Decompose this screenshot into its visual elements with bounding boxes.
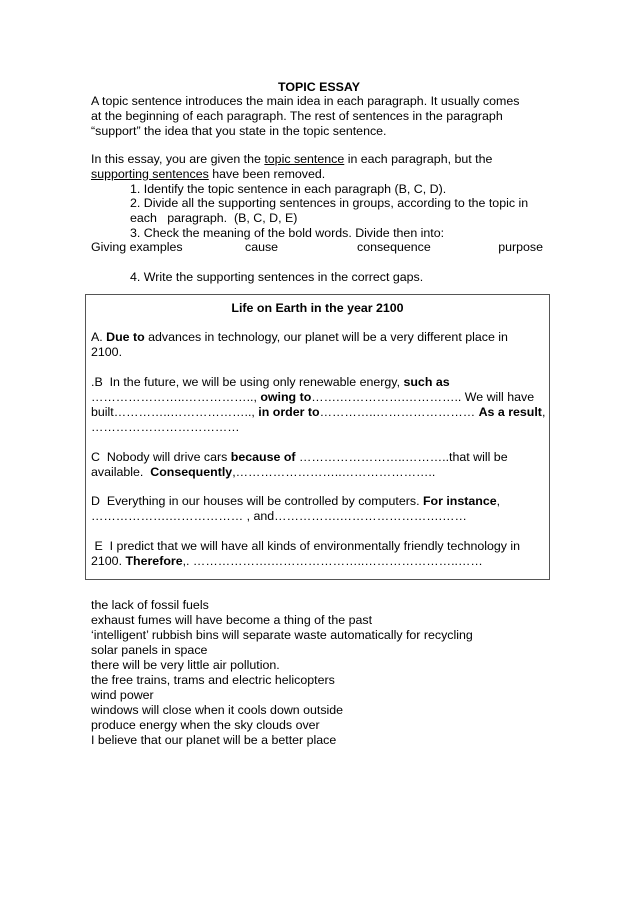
gap: …………..…………………… [319, 405, 479, 419]
bold-word-in-order-to: in order to [258, 405, 320, 419]
intro-line: at the beginning of each paragraph. The rest of sentences in the paragraph [91, 109, 503, 123]
paragraph-b-line [91, 390, 534, 405]
paragraph-e-line: E I predict that we will have all kinds of environmentally friendly technology in [91, 539, 521, 553]
paragraph-e-line [91, 554, 483, 569]
step-3: 3. Check the meaning of the bold words. Divide then into: [130, 226, 445, 240]
bold-word-such-as: such as [403, 375, 450, 389]
essay-text: 2100. [91, 554, 126, 568]
paragraph-c-line [91, 450, 508, 465]
bold-word-as-a-result: As a result [478, 405, 542, 419]
essay-text: , [541, 405, 546, 419]
sentence-item: exhaust fumes will have become a thing of the past [91, 613, 373, 627]
document-title: TOPIC ESSAY [278, 80, 360, 94]
bold-word-therefore: Therefore [125, 554, 183, 568]
sentence-item: produce energy when the sky clouds over [91, 718, 320, 732]
paragraph-b-gap: ……………………………… [91, 420, 240, 434]
intro-line: A topic sentence introduces the main idea in each paragraph. It usually comes [91, 94, 520, 108]
instruction-text: have been removed. [208, 167, 326, 181]
intro-line: “support” the idea that you state in the topic sentence. [91, 124, 387, 138]
instruction-text: in each paragraph, but the [344, 152, 493, 166]
gap: ,……………………..………………….. [232, 465, 436, 479]
sentence-item: the free trains, trams and electric helicopters [91, 673, 335, 687]
bold-word-consequently: Consequently [150, 465, 233, 479]
bold-word-due-to: Due to [106, 330, 145, 344]
essay-text: .B In the future, we will be using only renewable energy, [91, 375, 404, 389]
step-2-continued: each paragraph. (B, C, D, E) [130, 211, 298, 225]
instruction-line [91, 152, 492, 167]
essay-text: C Nobody will drive cars [91, 450, 231, 464]
gap: ……………………..………..that will be [295, 450, 508, 464]
paragraph-d-line [91, 494, 500, 509]
topic-sentence-term: topic sentence [264, 152, 345, 166]
paragraph-b-line [91, 405, 545, 420]
supporting-sentences-term: supporting sentences [91, 167, 209, 181]
gap: …………………..…………….., [91, 390, 261, 404]
sentence-item: I believe that our planet will be a better place [91, 733, 337, 747]
sentence-item: ‘intelligent’ rubbish bins will separate waste automatically for recycling [91, 628, 473, 642]
gap: built…………..……………….., [91, 405, 259, 419]
category-consequence: consequence [357, 240, 431, 254]
category-cause: cause [245, 240, 279, 254]
bold-word-owing-to: owing to [260, 390, 312, 404]
essay-text: D Everything in our houses will be controlled by computers. [91, 494, 423, 508]
sentence-item: windows will close when it cools down outside [91, 703, 344, 717]
essay-text: , [496, 494, 501, 508]
sentence-item: wind power [91, 688, 154, 702]
sentence-item: the lack of fossil fuels [91, 598, 209, 612]
paragraph-a-line [91, 330, 508, 345]
bold-word-because-of: because of [230, 450, 296, 464]
category-row [91, 240, 543, 255]
essay-title: Life on Earth in the year 2100 [231, 301, 404, 315]
step-4: 4. Write the supporting sentences in the correct gaps. [130, 270, 424, 284]
paragraph-c-line [91, 465, 435, 480]
bold-word-for-instance: For instance [422, 494, 497, 508]
gap: ,. ……………….…………………..…………………..…… [182, 554, 483, 568]
category-giving-examples: Giving examples [91, 240, 183, 254]
essay-text: A. [91, 330, 107, 344]
category-purpose: purpose [498, 240, 543, 254]
paragraph-d-gap: ……………….……………… , and…………….…………………….…… [91, 509, 467, 523]
step-1: 1. Identify the topic sentence in each paragraph (B, C, D). [130, 182, 447, 196]
essay-text: advances in technology, our planet will be a very different place in [144, 330, 508, 344]
step-2: 2. Divide all the supporting sentences in groups, according to the topic in [130, 196, 529, 210]
gap: …….…………….………….. We will have [311, 390, 535, 404]
instruction-text: In this essay, you are given the [91, 152, 265, 166]
paragraph-a-line: 2100. [91, 345, 123, 359]
sentence-item: solar panels in space [91, 643, 208, 657]
paragraph-b-line [91, 375, 450, 390]
essay-text: available. [91, 465, 151, 479]
instruction-line [91, 167, 325, 182]
sentence-item: there will be very little air pollution. [91, 658, 280, 672]
